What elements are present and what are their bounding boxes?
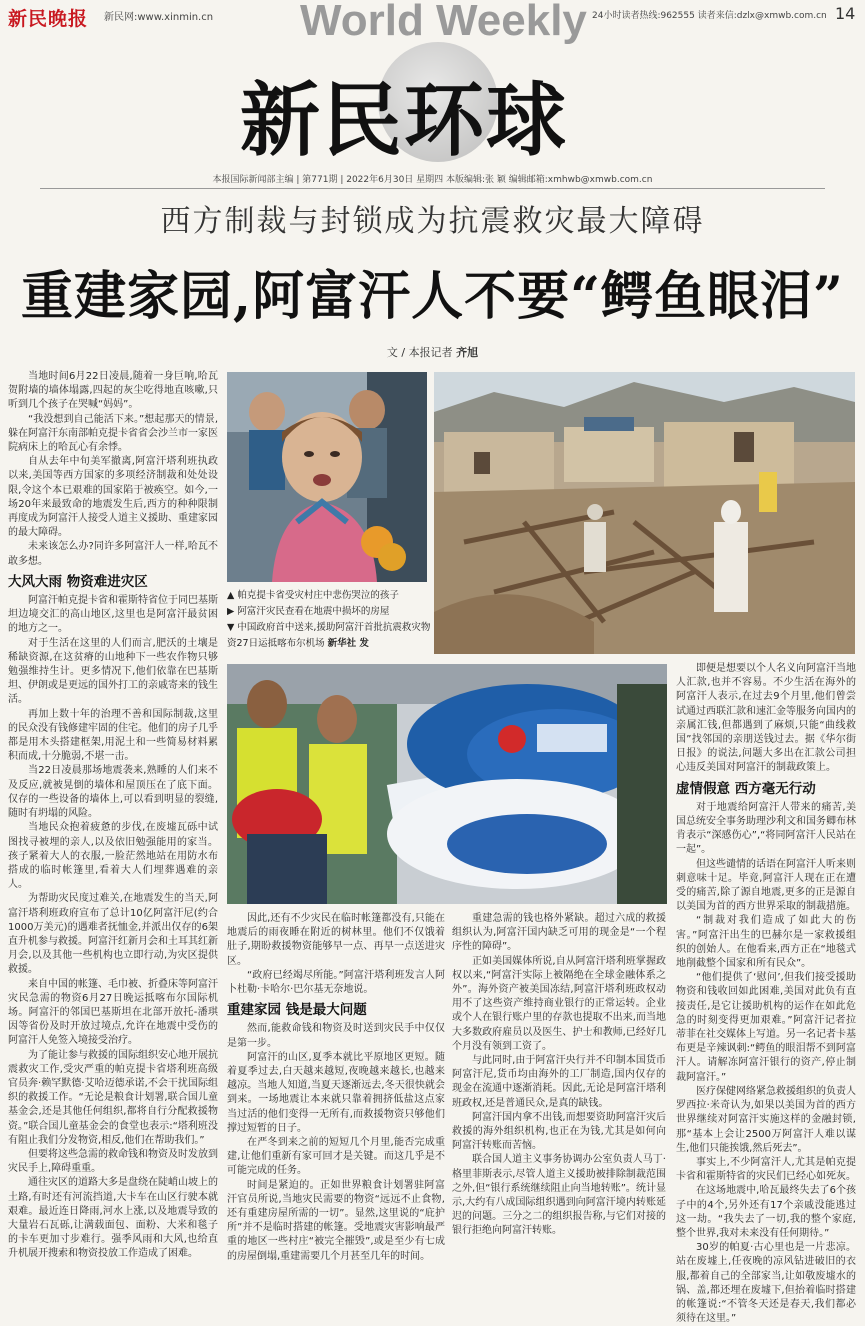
paragraph: 因此,还有不少灾民在临时帐篷都没有,只能在地震后的雨夜睡在附近的树林里。他们不仅饿着肚子,期盼救援物资能够早一点、再早一点送进灾区。 <box>227 913 445 967</box>
newspaper-logo: 新民晚报 <box>8 8 89 30</box>
photo-captions <box>227 588 432 652</box>
paragraph: 通往灾区的道路大多是盘绕在陡峭山坡上的土路,有时还有河流挡道,大卡车在山区行驶本就艰难。最近连日降雨,河水上涨,以及地震导致的大量岩石瓦砾,让满载面包、面粉、大米和毯子的卡车更加寸步难行。强季风雨和大风,也给直升机展开搜索和物资投放工作造成了困难。 <box>8 1177 218 1260</box>
paragraph: 在这场地震中,哈瓦最终失去了6个孩子中的4个,另外还有17个亲戚没能逃过这一劫。“我失去了一切,我的整个家庭,整个世界,我对未来没有任何期待。” <box>676 1185 856 1239</box>
paragraph: 事实上,不少阿富汗人,尤其是帕克提卡省和霍斯特省的灾民们已经心如死灰。 <box>676 1156 856 1183</box>
article-byline <box>0 344 865 360</box>
article-column-2 <box>227 912 445 1274</box>
paragraph: “制裁对我们造成了如此大的伤害。”阿富汗出生的巴赫尔是一家救援组织的创始人。在他看来,西方正在“地毯式地削截整个国家和所有民众”。 <box>676 915 856 970</box>
paragraph: 再加上数十年的治理不善和国际制裁,这里的民众没有钱修建牢固的住宅。他们的房子几乎都是用木头搭建框架,用泥土和一些简易材料累积而成,十分脆弱,不堪一击。 <box>8 708 218 763</box>
paragraph: 与此同时,由于阿富汗央行并不印制本国货币阿富汗尼,货币均由海外的工厂制造,国内仅存的现金在流通中逐渐消耗。因此,无论是阿富汗塔利班政权,还是普通民众,是真的缺钱。 <box>452 1055 666 1109</box>
paragraph: 但这些谴情的话语在阿富汗人听来则刺意味十足。毕竟,阿富汗人现在正在遭受的痛苦,除了源自地震,更多的正是源自以美国为首的西方世界采取的制裁措施。 <box>676 858 856 913</box>
aid-supplies-photo <box>227 664 667 904</box>
issue-info: 本报国际新闻部主编 | 第771期 | 2022年6月30日 星期四 本版编辑:张 颖 编辑邮箱:xmhwb@xmwb.com.cn <box>212 175 653 185</box>
article-headline: 重建家园,阿富汗人不要“鳄鱼眼泪” <box>21 266 844 327</box>
reader-hotline: 24小时读者热线:962555 读者来信:dzlx@xmwb.com.cn <box>592 11 827 21</box>
byline-author: 齐旭 <box>456 346 479 359</box>
section-heading: 大风大雨 物资难进灾区 <box>8 573 148 590</box>
divider <box>40 188 825 189</box>
article-column-3 <box>452 912 666 1274</box>
paragraph: 正如美国媒体所说,自从阿富汗塔利班掌握政权以来,“阿富汗实际上被隔绝在全球金融体系之外”。海外资产被美国冻结,阿富汗塔利班政权动用不了这些资产维持商业银行的正常运转。企业或个人在银行账户里的存款也提取不出来,而当地大多数政府雇员以及医生、护士和教师,已经好几个月没有领到工资了。 <box>452 955 666 1052</box>
section-heading: 虚情假意 西方毫无行动 <box>676 780 816 797</box>
paragraph: 阿富汗国内拿不出钱,而想要资助阿富汗灾后救援的海外组织机构,也正在为钱,尤其是如何向阿富汗转账而苦恼。 <box>452 1111 666 1152</box>
article-column-1 <box>8 370 218 1275</box>
paragraph: 当地时间6月22日凌晨,随着一身巨响,哈瓦贺附墙的墙体塌露,四起的灰尘吃得地直咳嗽,只听到几个孩子在哭喊“妈妈”。 <box>8 371 218 411</box>
section-heading: 重建家园 钱是最大问题 <box>227 1002 367 1019</box>
byline-prefix: 文 / 本报记者 <box>386 346 453 359</box>
paragraph: 当地民众抱着疲惫的步伐,在废墟瓦砾中试图找寻被埋的亲人,以及依旧勉强能用的家当。孩子紧着大人的衣服,一脸茫然地站在用防水布搭成的临时帐篷里,看着大人们埋葬遇难的亲人。 <box>8 822 218 891</box>
paragraph: 为帮助灾民度过难关,在地震发生的当天,阿富汗塔利班政府宣布了总计10亿阿富汗尼(约合1000万美元)的遇难者抚恤金,并派出仅存的6架直升机参与救援。阿富汗红新月会和土耳其红新月会,以及其他一些机构也立即行动,为灾区提供救援。 <box>8 893 218 976</box>
paragraph: 医疗保健网络紧急救援组织的负责人罗西拉·米奇认为,如果以美国为首的西方世界继续对阿富汗实施这样的金融封锁,那“基本上会让2500万阿富汗人难以谋生,他们只能挨饿,然后死去”。 <box>676 1085 856 1154</box>
paragraph: 未来该怎么办?同许多阿富汗人一样,哈瓦不敢多想。 <box>8 541 218 567</box>
paragraph: 对于生活在这里的人们而言,肥沃的土壤是稀缺资源,在这贫瘠的山地种下一些农作物只够勉强维持生计。更多情况下,他们依靠在巴基斯坦、伊朗或是更远的国外打工的亲戚寄来的钱生活。 <box>8 637 218 706</box>
page-number: 14 <box>835 4 856 23</box>
paragraph: 对于地震给阿富汗人带来的痛苦,美国总统安全事务助理沙利文和国务卿布林肯表示“深感伤心”,“将同阿富汗人民站在一起”。 <box>676 801 856 856</box>
paragraph: “政府已经竭尽所能。”阿富汗塔利班发言人阿卜杜勒·卡哈尔·巴尔基无奈地说。 <box>227 969 445 996</box>
paragraph: 时间是紧迫的。正如世界粮食计划署驻阿富汗官员所说,当地灾民需要的物资“远远不止食物,还有重建房屋所需的一切”。显然,这里说的“庇护所”并不是临时搭建的帐篷。受地震灾害影响最严重的地区一些村庄“被完全摧毁”,或是至少有七成的房屋倒塌,重建需要几个月甚至几年的时间。 <box>227 1179 445 1262</box>
section-title-cn: 新民环球 <box>240 73 568 167</box>
paragraph: 然而,能救命钱和物资及时送到灾民手中仅仅是第一步。 <box>227 1023 445 1049</box>
caption-3-text: ▼ 中国政府首中送来,援助阿富汗首批抗震救灾物资27日运抵喀布尔机场 <box>227 622 431 649</box>
paragraph: 为了能让参与救援的国际组织安心地开展抗震救灾工作,受灾严重的帕克提卡省塔利班高级官员奔·赖罕默德·艾哈迈德承诺,不会干扰国际组织的救援工作。“无论是粮食计划署,联合国儿童基金会,还是其他任何组织,都将自行分配救援物资。”联合国儿童基金会的食堂也表示:“塔利班没有阻止我们分发物资,相反,他们在帮助我们。” <box>8 1049 218 1146</box>
caption-2: ▶ 阿富汗灾民查看在地震中损坏的房屋 <box>227 606 390 617</box>
crying-child-photo <box>227 372 427 582</box>
paragraph: 即便是想要以个人名义向阿富汗当地人汇款,也并不容易。不少生活在海外的阿富汗人表示,在过去9个月里,他们曾尝试通过西联汇款和速汇金等服务向国内的亲属汇钱,但都遇到了麻烦,只能“曲线救国”找邻国的亲朋送钱过去。据《华尔街日报》的说法,问题大多出在汇款公司担心违反美国对阿富汗的制裁政策上。 <box>676 663 856 774</box>
paragraph: 来自中国的帐篷、毛巾被、折叠床等阿富汗灾民急需的物资6月27日晚运抵喀布尔国际机场。阿富汗的邻国巴基斯坦在北部开放托-潘琪因等省份及时开放过境点,允许在地震中受伤的阿富汗人免签入境接受治疗。 <box>8 978 218 1047</box>
paragraph: 自从去年中旬美军撤离,阿富汗塔利班执政以来,美国等西方国家的多项经济制裁和处处设限,令这个本已艰难的国家陷于被痪空。如今,一场20年来最致命的地震发生后,西方的种种限制再度成为阿富汗人接受人道主义援助、重建家园的最大障碍。 <box>8 456 218 539</box>
paragraph: 30岁的帕夏·古心里也是一片悲凉。站在废墟上,任夜晚的凉风钻进破旧的衣服,都着自己的全部家当,让如敬废墟水的锅、盖,都还埋在废墟下,但抬着临时搭建的帐篷说:“不管冬天还是春天,我们都必须待在这里。” <box>676 1242 856 1325</box>
section-title-en: World Weekly <box>300 0 587 45</box>
paragraph: 联合国人道主义事务协调办公室负责人马丁·格里菲斯表示,尽管人道主义援助被排除制裁范围之外,但“银行系统继续阻止向当地转账”。统计显示,大约有八成国际组织遇到向阿富汗境内转账延迟的问题。三分之二的组织报告称,与它们对接的银行拒绝向阿富汗转账。 <box>452 1154 666 1237</box>
paragraph: 但要将这些急需的救命钱和物资及时发放到灾民手上,障碍重重。 <box>8 1148 218 1175</box>
earthquake-ruins-photo <box>434 372 855 654</box>
paragraph: 阿富汗的山区,夏季本就比平原地区更短。随着夏季过去,白天越来越短,夜晚越来越长,也越来越凉。当地人知道,当夏天逐渐远去,冬天很快就会到来。一场地震让本来就只靠着拥挤低盐这点家当过活的他们变得一无所有,而救援物资只够他们撑过短暂的日子。 <box>227 1051 445 1134</box>
paragraph: “他们提供了‘慰问’,但我们接受援助物资和钱收回如此困难,美国对此负有直接责任,是它让援助机构的运作在如此危急的时刻变得更加艰难。”阿富汗记者拉蒂菲在社交媒体上写道。另一名记者卡基布更是辛辣讽刺:“鳄鱼的眼泪帮不到阿富汗人。请解冻阿富汗银行的资产,停止制裁阿富汗。” <box>676 972 856 1083</box>
article-column-4 <box>676 662 856 1325</box>
website-url: 新民网:www.xinmin.cn <box>104 12 214 23</box>
caption-3 <box>227 620 432 652</box>
paragraph: 在严冬到来之前的短短几个月里,能否完成重建,让他们重新有家可回才是关键。而这几乎是不可能完成的任务。 <box>227 1137 445 1177</box>
article-subhead: 西方制裁与封锁成为抗震救灾最大障碍 <box>160 204 705 239</box>
paragraph: 阿富汗帕克提卡省和霍斯特省位于同巴基斯坦边境交汇的高山地区,这里也是阿富汗最贫困的地方之一。 <box>8 595 218 635</box>
caption-1: ▲ 帕克提卡省受灾村庄中悲伤哭泣的孩子 <box>227 590 399 601</box>
paragraph: 当22日凌晨那场地震袭来,熟睡的人们来不及反应,就被晃倒的墙体和屋顶压在了底下面。仅存的一些设备的墙体上,可以看到明显的裂缝,随时有坍塌的风险。 <box>8 765 218 820</box>
paragraph: “我没想到自己能活下来。”想起那天的情景,躲在阿富汗东南部帕克提卡省省会沙兰市一家医院病床上的哈瓦心有余悸。 <box>8 413 218 454</box>
caption-credit: 新华社 发 <box>327 638 369 649</box>
paragraph: 重建急需的钱也格外紧缺。超过六成的救援组织认为,阿富汗国内缺乏可用的现金是“一个程序性的障碍”。 <box>452 913 666 953</box>
